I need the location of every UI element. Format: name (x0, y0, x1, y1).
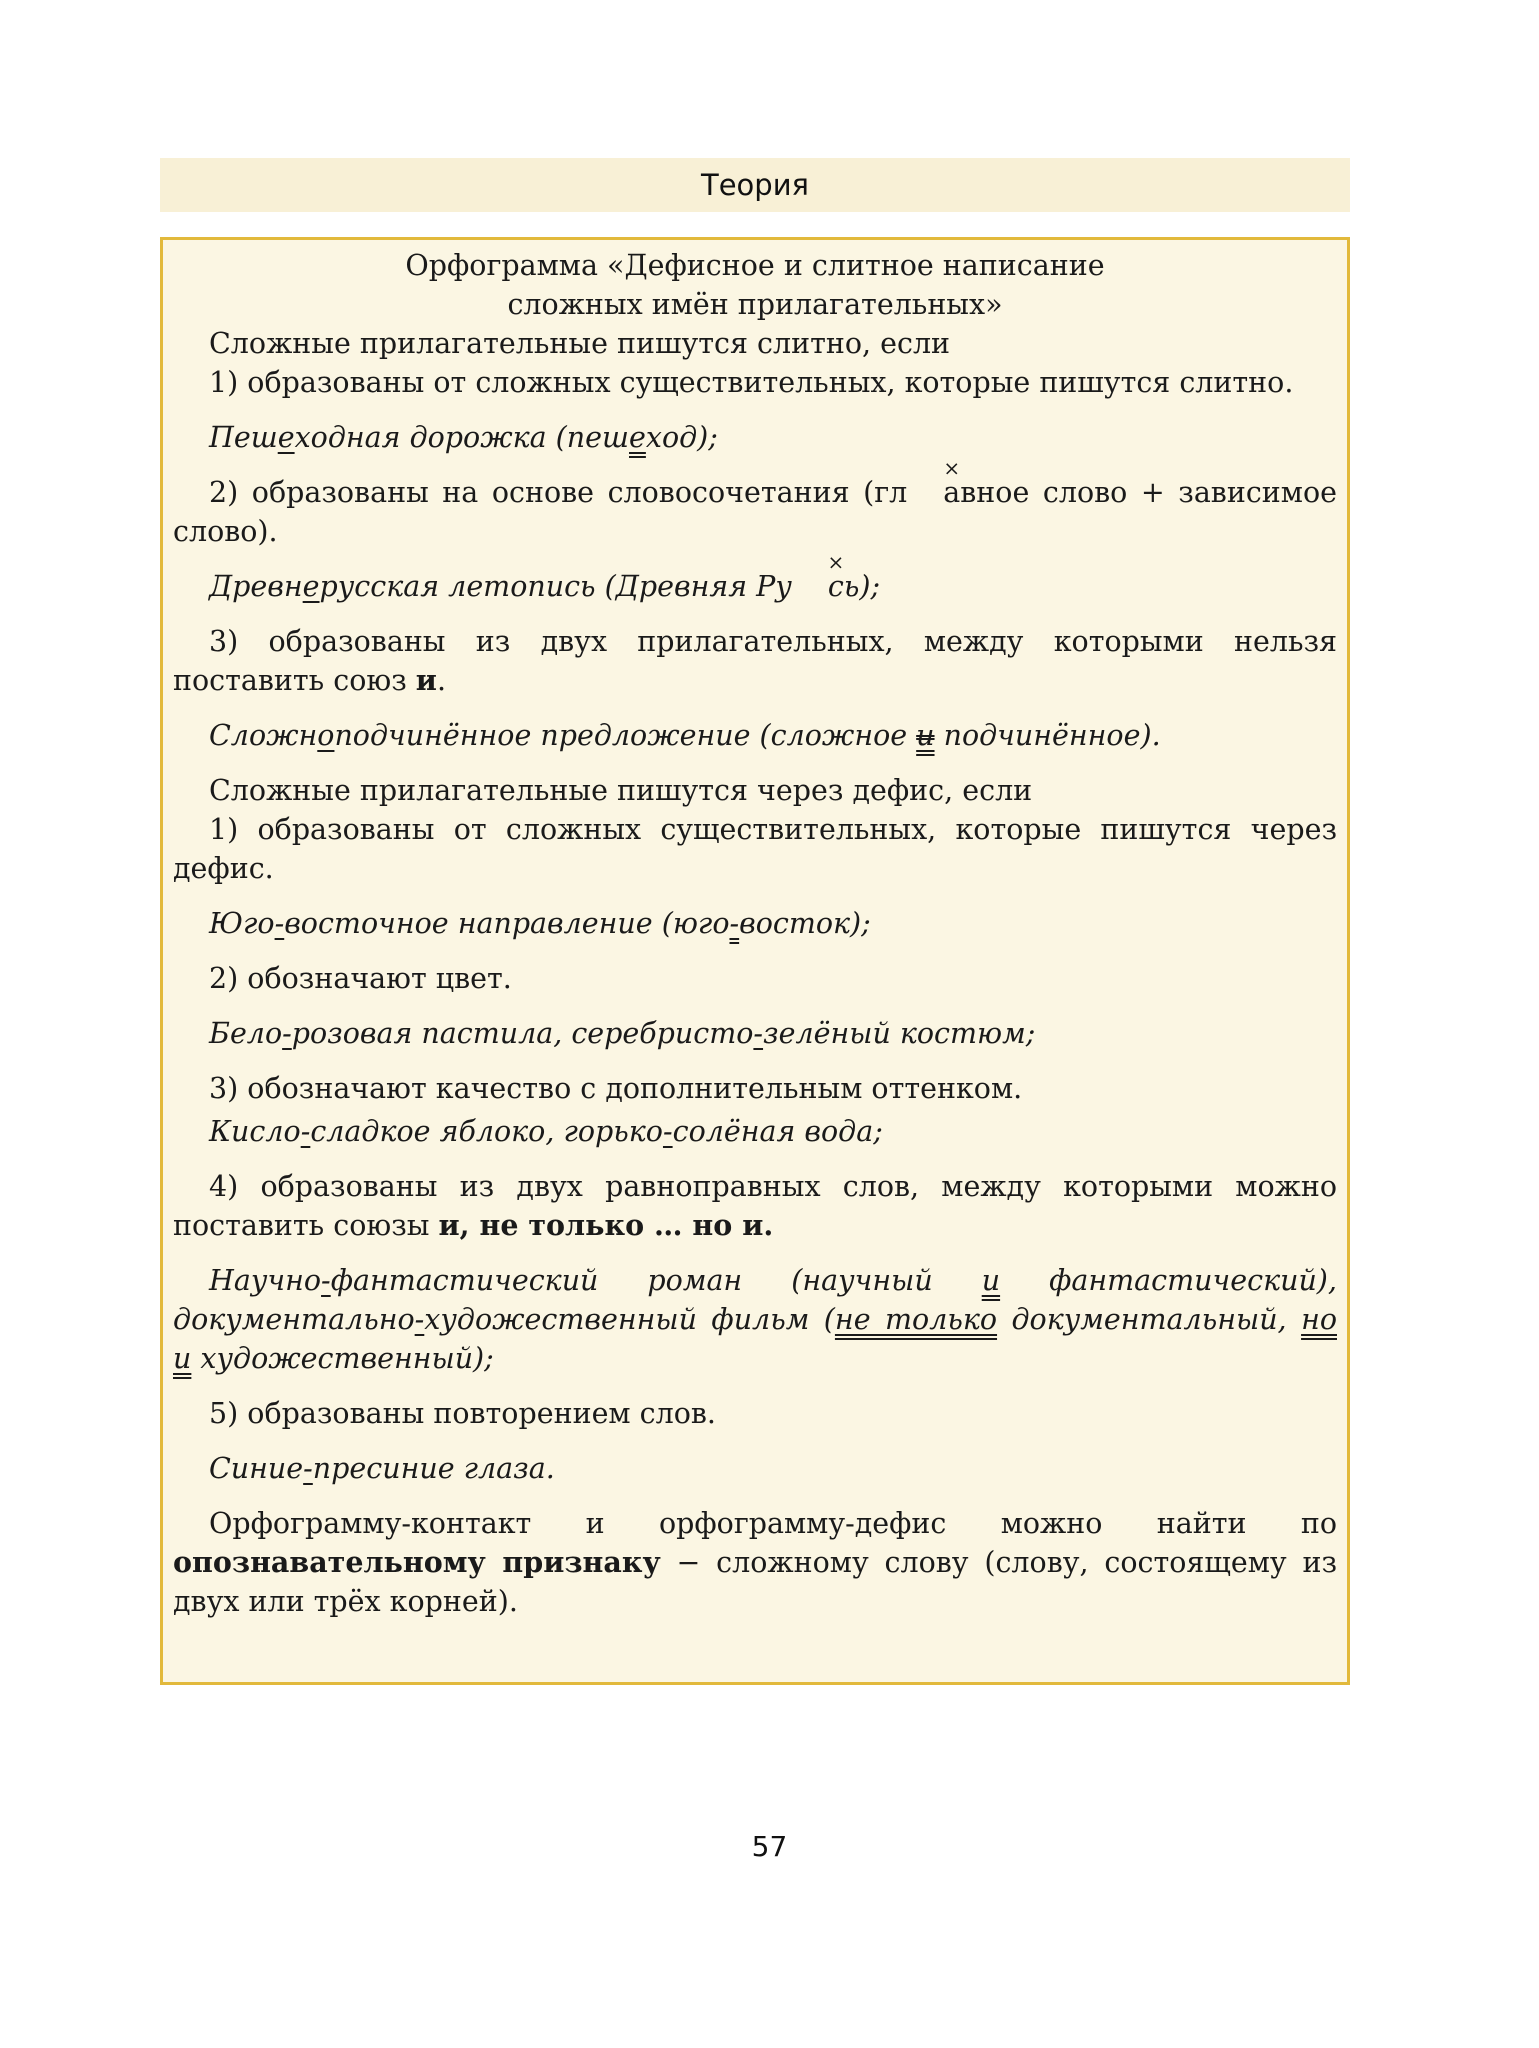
final-paragraph: Орфограмму-контакт и орфограмму-дефис можно найти по опознавательному признаку − сложному слову (слову, состоящему из двух или трёх корней). (173, 1507, 1338, 1618)
merged-intro: Сложные прилагательные пишутся слитно, если (209, 327, 951, 360)
hyphen-example-3: Кисло-сладкое яблоко, горько-солёная вода; (209, 1115, 883, 1148)
merged-example-1: Пешеходная дорожка (пешеход); (209, 421, 718, 454)
hyphen-mark: - (729, 907, 740, 940)
conjunction-mark: и (981, 1264, 1001, 1297)
section-header (160, 158, 1350, 212)
page-number: 57 (751, 1830, 788, 1863)
conjunction-mark: но и (173, 1303, 1337, 1375)
hyphen-mark: - (414, 1303, 425, 1336)
stress-cross-mark: × с (792, 567, 844, 606)
hyphen-example-5: Синие-пресиние глаза. (209, 1452, 555, 1485)
hyphen-intro: Сложные прилагательные пишутся через дефис, если (209, 774, 1033, 807)
rule-title-line-2: сложных имён прилагательных» (507, 288, 1003, 321)
rule-title (173, 246, 1337, 324)
theory-box (160, 237, 1350, 1685)
merged-rule-3: 3) образованы из двух прилагательных, между которыми нельзя поставить союз и. (173, 625, 1337, 697)
hyphen-example-2: Бело-розовая пастила, серебристо-зелёный костюм; (209, 1017, 1036, 1050)
hyphen-rule-3: 3) обозначают качество с дополнительным оттенком. (209, 1072, 1023, 1105)
hyphen-mark: - (282, 1017, 292, 1050)
hyphen-rule-1: 1) образованы от сложных существительных, которые пишутся через дефис. (173, 813, 1337, 885)
stress-cross-mark: × а (907, 473, 960, 512)
connecting-vowel-mark: е (277, 421, 295, 454)
hyphen-mark: - (274, 907, 285, 940)
hyphen-example-4: Научно-фантастический роман (научный и фантастический), документально-художественный фильм (не только документальный, но и художественный); (173, 1264, 1337, 1375)
hyphen-mark: - (321, 1264, 331, 1297)
hyphen-mark: - (300, 1115, 311, 1148)
merged-rule-1: 1) образованы от сложных существительных, которые пишутся слитно. (209, 366, 1294, 399)
connecting-vowel-mark: о (317, 719, 335, 752)
hyphen-mark: - (662, 1115, 673, 1148)
hyphen-mark: - (303, 1452, 313, 1485)
hyphen-rule-4: 4) образованы из двух равноправных слов, между которыми можно поставить союзы и, не только … но и. (173, 1170, 1337, 1242)
hyphen-rule-2: 2) обозначают цвет. (209, 962, 512, 995)
crossed-conjunction-mark: и (916, 719, 935, 752)
connecting-vowel-mark: е (629, 421, 646, 454)
merged-example-3: Сложноподчинённое предложение (сложное и подчинённое). (209, 719, 1161, 752)
hyphen-rule-5: 5) образованы повторением слов. (209, 1397, 716, 1430)
hyphen-example-1: Юго-восточное направление (юго-восток); (209, 907, 871, 940)
connecting-vowel-mark: е (302, 570, 320, 603)
merged-rule-2: 2) образованы на основе словосочетания (гл× авное слово + зависимое слово). (173, 473, 1337, 551)
conjunction-mark: не только (834, 1303, 998, 1336)
section-title: Теория (701, 168, 809, 202)
hyphen-mark: - (753, 1017, 764, 1050)
merged-example-2: Древнерусская летопись (Древняя Ру× сь); (173, 567, 1337, 606)
rule-title-line-1: Орфограмма «Дефисное и слитное написание (405, 249, 1105, 282)
